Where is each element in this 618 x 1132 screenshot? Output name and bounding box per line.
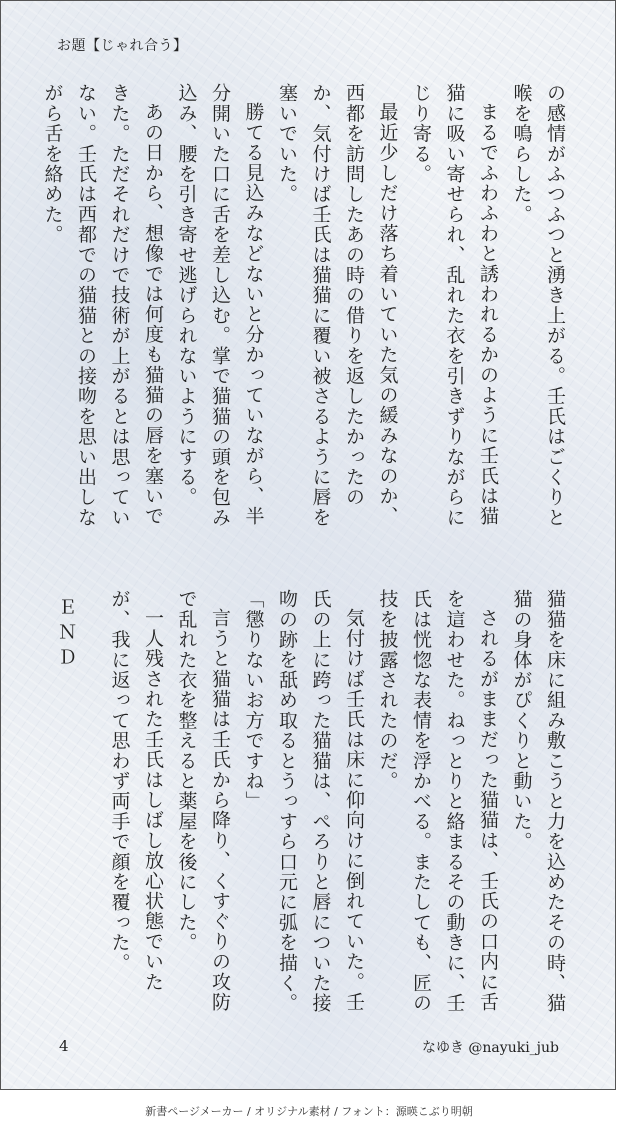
paragraph: されるがままだった猫猫は、壬氏の口内に舌を這わせた。ねっとりと絡まるその動きに、壬氏は恍惚な表情を浮かべる。またしても、匠の技を披露されたのだ。: [376, 589, 499, 1014]
paragraph: 最近少しだけ落ち着いていた気の緩みなのか、西都を訪問したあの時の借りを返したかったのか、気付けば壬氏は猫猫に覆い被さるように唇を塞いでいた。: [276, 83, 399, 528]
author-credit: なゆき @nayuki_jub: [421, 1040, 559, 1056]
footer-credit: 新書ページメーカー / オリジナル素材 / フォント：源暎こぶり明朝: [145, 1105, 473, 1118]
paragraph: 猫猫を床に組み敷こうと力を込めたその時、猫猫の身体がぴくりと動いた。: [510, 589, 566, 1014]
page-number: 4: [59, 1037, 69, 1055]
paragraph: あの日から、想像では何度も猫猫の唇を塞いできた。ただそれだけで技術が上がるとは思っていない。壬氏は西都での猫猫との接吻を思い出しながら舌を絡めた。: [41, 83, 164, 528]
paragraph: 一人残された壬氏はしばし放心状態でいたが、我に返って思わず両手で顔を覆った。: [108, 589, 164, 992]
bottom-text-block: [51, 589, 571, 1021]
paragraph: まるでふわふわと誘われるかのように壬氏は猫猫に吸い寄せられ、乱れた衣を引きずりながらにじり寄る。: [410, 83, 499, 528]
page-header-title: お題【じゃれ合う】: [57, 38, 188, 54]
end-mark: ＥＮＤ: [55, 597, 77, 672]
paragraph: の感情がふつふつと湧き上がる。壬氏はごくりと喉を鳴らした。: [510, 83, 566, 528]
paragraph: 気付けば壬氏は床に仰向けに倒れていた。壬氏の上に跨った猫猫は、ぺろりと唇についた接吻の跡を舐め取るとうっすら口元に弧を描く。: [276, 589, 365, 1014]
dialogue-line: 「懲りないお方ですね」: [242, 589, 265, 812]
top-text-block: [41, 83, 571, 539]
paragraph: 言うと猫猫は壬氏から降り、くすぐりの攻防で乱れた衣を整えると薬屋を後にした。: [175, 589, 231, 1012]
paragraph: 勝てる見込みなどないと分かっていながら、半分開いた口に舌を差し込む。掌で猫猫の頭を包み込み、腰を引き寄せ逃げられないようにする。: [175, 83, 265, 528]
